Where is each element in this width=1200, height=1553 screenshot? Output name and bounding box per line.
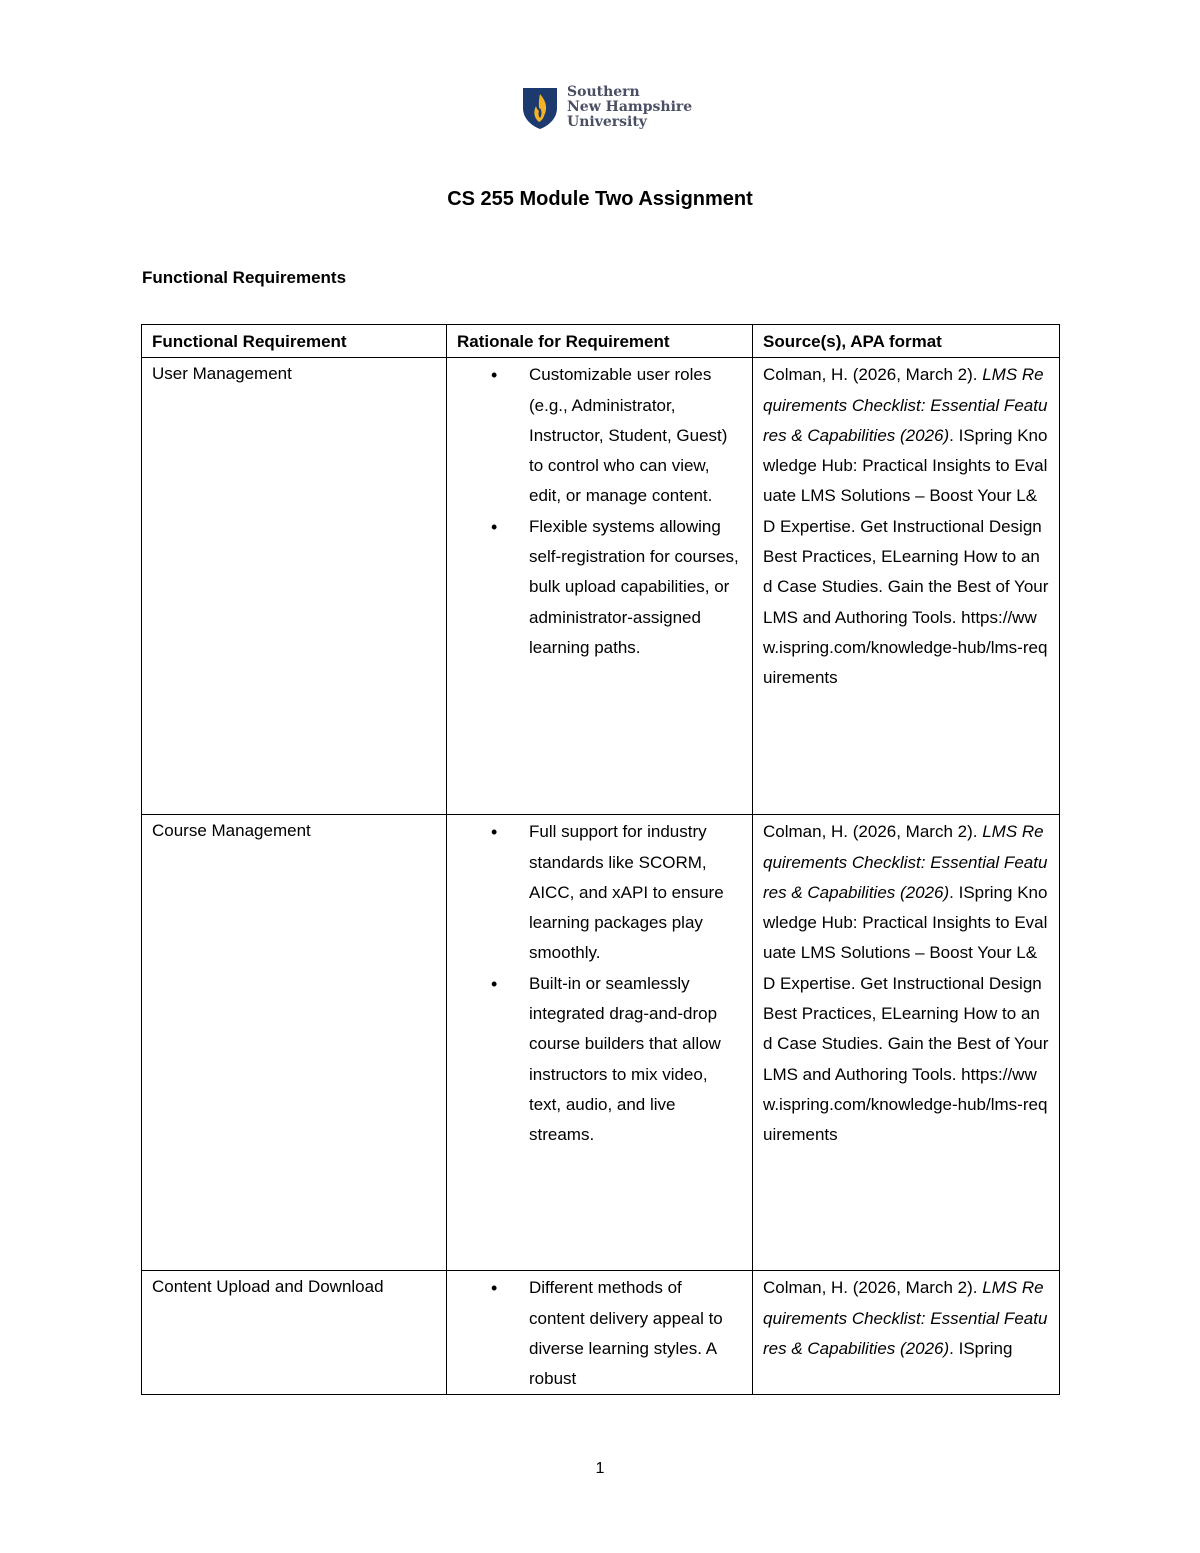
table-row <box>142 815 1060 1271</box>
requirements-table <box>141 324 1060 1395</box>
rationale-list <box>457 1273 742 1394</box>
logo-line-3: University <box>567 114 647 130</box>
table-header-row <box>142 325 1060 358</box>
source-cell <box>753 358 1060 815</box>
document-title: CS 255 Module Two Assignment <box>447 188 753 210</box>
list-item: • Different methods of content delivery appeal to diverse learning styles. A robust <box>457 1273 742 1394</box>
table-row <box>142 358 1060 815</box>
rationale-cell <box>447 815 753 1271</box>
rationale-list <box>457 360 742 663</box>
source-cell <box>753 1271 1060 1395</box>
requirement-cell: User Management <box>142 358 447 815</box>
citation-details: . ISpring Knowledge Hub: Practical Insights to Evaluate LMS Solutions – Boost Your L&D Expertise. Get Instructional Design Best Practices, ELearning How to and Case Studies. Gain the Best of Your LMS and Authoring Tools. https://www.ispring.com/knowledge-hub/lms-requirements <box>763 425 1049 688</box>
section-heading: Functional Requirements <box>142 268 347 287</box>
list-item: • Full support for industry standards like SCORM, AICC, and xAPI to ensure learning packages play smoothly. <box>457 817 742 968</box>
source-cell <box>753 815 1060 1271</box>
column-header-requirement: Functional Requirement <box>142 325 447 358</box>
shield-flame-icon <box>521 86 559 130</box>
table-row <box>142 1271 1060 1395</box>
citation-title: LMS Requirements Checklist: Essential Features & Capabilities (2026) <box>763 365 1048 445</box>
citation-title: LMS Requirements Checklist: Essential Features & Capabilities (2026) <box>763 822 1048 902</box>
list-item: • Built-in or seamlessly integrated drag-and-drop course builders that allow instructors to mix video, text, audio, and live streams. <box>457 969 742 1151</box>
rationale-list <box>457 817 742 1150</box>
rationale-cell <box>447 358 753 815</box>
citation-author-date: Colman, H. (2026, March 2). <box>763 822 983 842</box>
citation-details: . ISpring Knowledge Hub: Practical Insights to Evaluate LMS Solutions – Boost Your L&D Expertise. Get Instructional Design Best Practices, ELearning How to and Case Studies. Gain the Best of Your LMS and Authoring Tools. https://www.ispring.com/knowledge-hub/lms-requirements <box>763 882 1049 1145</box>
citation-author-date: Colman, H. (2026, March 2). <box>763 365 983 385</box>
citation-author-date: Colman, H. (2026, March 2). <box>763 1278 983 1298</box>
logo-line-1: Southern <box>567 84 640 100</box>
list-item: • Flexible systems allowing self-registration for courses, bulk upload capabilities, or administrator-assigned learning paths. <box>457 512 742 663</box>
citation-title: LMS Requirements Checklist: Essential Features & Capabilities (2026) <box>763 1278 1048 1358</box>
requirement-cell: Course Management <box>142 815 447 1271</box>
logo-wordmark <box>567 85 692 130</box>
university-logo <box>521 85 692 130</box>
source-citation <box>763 817 1049 1150</box>
rationale-cell <box>447 1271 753 1395</box>
source-citation <box>763 1273 1049 1364</box>
requirement-cell: Content Upload and Download <box>142 1271 447 1395</box>
column-header-source: Source(s), APA format <box>753 325 1060 358</box>
source-citation <box>763 360 1049 693</box>
list-item: • Customizable user roles (e.g., Administrator, Instructor, Student, Guest) to control who can view, edit, or manage content. <box>457 360 742 511</box>
citation-details: . ISpring <box>949 1338 1013 1358</box>
page-number: 1 <box>595 1460 605 1477</box>
column-header-rationale: Rationale for Requirement <box>447 325 753 358</box>
logo-line-2: New Hampshire <box>567 99 693 115</box>
